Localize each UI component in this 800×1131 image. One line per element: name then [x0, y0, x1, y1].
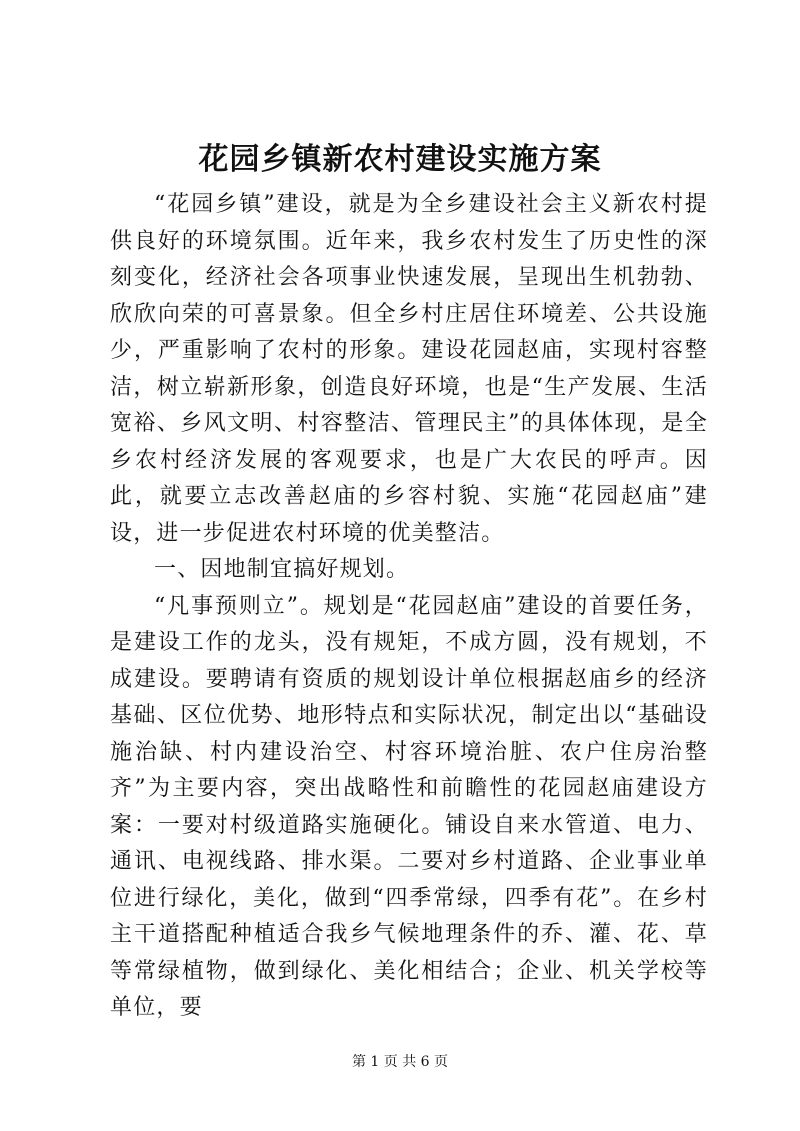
paragraph-planning: “凡事预则立”。规划是“花园赵庙”建设的首要任务，是建设工作的龙头，没有规矩，不成方圆，没有规划，不成建设。要聘请有资质的规划设计单位根据赵庙乡的经济基础、区位优势、地形特点和实际状况，制定出以“基础设施治缺、村内建设治空、村容环境治脏、农户住房治整齐”为主要内容，突出战略性和前瞻性的花园赵庙建设方案：一要对村级道路实施硬化。铺设自来水管道、电力、通讯、电视线路、排水渠。二要对乡村道路、企业事业单位进行绿化，美化，做到“四季常绿，四季有花”。在乡村主干道搭配种植适合我乡气候地理条件的乔、灌、花、草等常绿植物，做到绿化、美化相结合；企业、机关学校等单位，要	[110, 593, 708, 1020]
page-footer: 第 1 页 共 6 页	[351, 1054, 449, 1070]
paragraph-intro: “花园乡镇”建设，就是为全乡建设社会主义新农村提供良好的环境氛围。近年来，我乡农村发生了历史性的深刻变化，经济社会各项事业快速发展，呈现出生机勃勃、欣欣向荣的可喜景象。但全乡村庄居住环境差、公共设施少，严重影响了农村的形象。建设花园赵庙，实现村容整洁，树立崭新形象，创造良好环境，也是“生产发展、生活宽裕、乡风文明、村容整洁、管理民主”的具体体现，是全乡农村经济发展的客观要求，也是广大农民的呼声。因此，就要立志改善赵庙的乡容村貌、实施“花园赵庙”建设，进一步促进农村环境的优美整洁。	[110, 192, 708, 546]
document-body	[110, 187, 708, 1027]
section-heading-planning: 一、因地制宜搞好规划。	[154, 557, 410, 582]
document-title: 花园乡镇新农村建设实施方案	[198, 142, 602, 177]
